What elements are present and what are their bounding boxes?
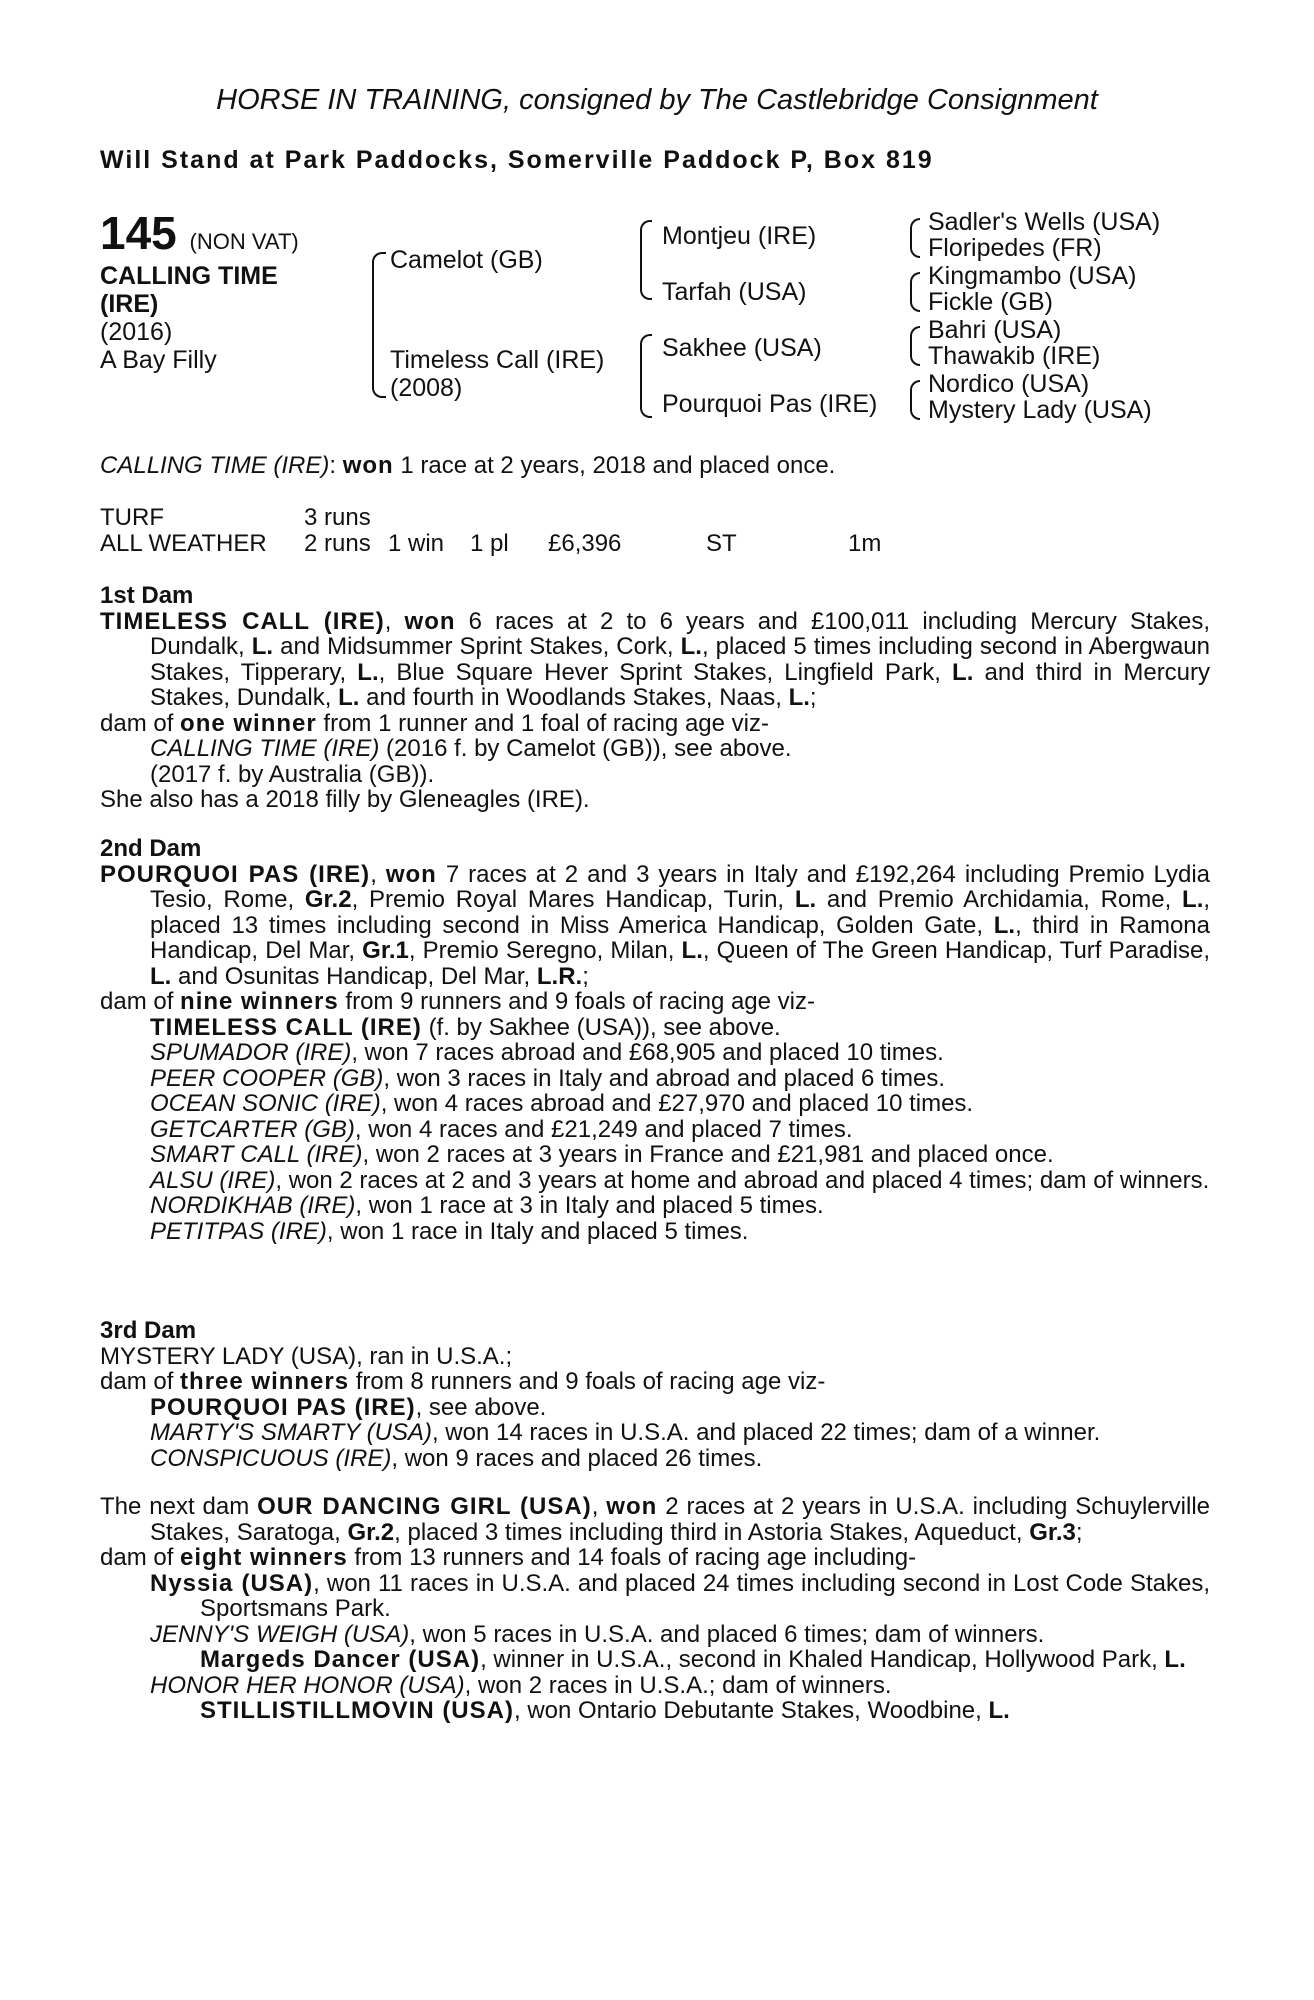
sire-line-brace — [640, 220, 652, 300]
stand-location: Will Stand at Park Paddocks, Somerville Paddock P, Box 819 — [100, 146, 934, 174]
next-dam-progeny-1: Nyssia (USA), won 11 races in U.S.A. and placed 24 times including second in Lost Code Stakes, Sportsmans Park. — [150, 1569, 1210, 1622]
race-summary: CALLING TIME (IRE): won 1 race at 2 years, 2018 and placed once. — [100, 452, 836, 479]
second-dam-progeny-3: PEER COOPER (GB), won 3 races in Italy and abroad and placed 6 times. — [150, 1064, 946, 1092]
second-dam-section — [100, 836, 1210, 1244]
pedigree-g3: Kingmambo (USA) — [928, 262, 1137, 290]
pedigree-dam-year: (2008) — [390, 374, 463, 402]
horse-description: A Bay Filly — [100, 346, 217, 374]
record-aw-runs: 2 runs — [304, 530, 371, 557]
record-turf-runs: 3 runs — [304, 504, 371, 531]
sire-dam-brace — [372, 252, 386, 398]
vat-status: (NON VAT) — [189, 229, 299, 254]
pedigree-g6: Thawakib (IRE) — [928, 342, 1101, 370]
first-dam-heading: 1st Dam — [100, 582, 194, 609]
pedigree-sire: Camelot (GB) — [390, 246, 543, 274]
first-dam-progeny-2: (2017 f. by Australia (GB)). — [150, 760, 435, 788]
next-dam-progeny-4: HONOR HER HONOR (USA), won 2 races in U.S.A.; dam of winners. — [150, 1671, 892, 1699]
next-dam-progeny-2: JENNY'S WEIGH (USA), won 5 races in U.S.A. and placed 6 times; dam of winners. — [150, 1620, 1045, 1648]
third-dam-progeny-1: POURQUOI PAS (IRE), see above. — [150, 1393, 547, 1421]
second-dam-progeny-8: NORDIKHAB (IRE), won 1 race at 3 in Italy and placed 5 times. — [150, 1192, 824, 1219]
pedigree-sire-sire: Montjeu (IRE) — [662, 222, 817, 250]
g-brace-1 — [910, 218, 920, 258]
record-aw-placed: 1 pl — [470, 530, 509, 557]
record-turf-label: TURF — [100, 504, 164, 531]
next-dam-progeny-3: Margeds Dancer (USA), winner in U.S.A., second in Khaled Handicap, Hollywood Park, L. — [200, 1646, 1186, 1673]
horse-name: CALLING TIME (IRE) — [100, 262, 278, 318]
record-aw-label: ALL WEATHER — [100, 530, 267, 557]
first-dam-also: She also has a 2018 filly by Gleneagles (IRE). — [100, 786, 590, 813]
second-dam-progeny-4: OCEAN SONIC (IRE), won 4 races abroad and £27,970 and placed 10 times. — [150, 1090, 974, 1117]
record-aw-wins: 1 win — [388, 530, 445, 557]
pedigree-g7: Nordico (USA) — [928, 370, 1090, 398]
pedigree-sire-dam: Tarfah (USA) — [662, 278, 807, 306]
pedigree-g2: Floripedes (FR) — [928, 234, 1102, 262]
g-brace-3 — [910, 326, 920, 366]
third-dam-progeny-2: MARTY'S SMARTY (USA), won 14 races in U.S.A. and placed 22 times; dam of a winner. — [150, 1419, 1101, 1446]
second-dam-record: POURQUOI PAS (IRE), won 7 races at 2 and 3 years in Italy and £192,264 including Premio Lydia Tesio, Rome, Gr.2, Premio Royal Mares Handicap, Turin, L. and Premio Archidamia, Rome, L., placed 13 times including second in Miss America Handicap, Golden Gate, L., third in Ramona Handicap, Del Mar, Gr.1, Premio Seregno, Milan, L., Queen of The Green Handicap, Turf Paradise, L. and Osunitas Handicap, Del Mar, L.R.; — [100, 860, 1211, 990]
record-aw-going: ST — [706, 530, 737, 557]
pedigree-g1: Sadler's Wells (USA) — [928, 208, 1161, 236]
second-dam-produce: dam of nine winners from 9 runners and 9 foals of racing age viz- — [100, 988, 815, 1015]
second-dam-progeny-9: PETITPAS (IRE), won 1 race in Italy and placed 5 times. — [150, 1217, 749, 1245]
pedigree-g4: Fickle (GB) — [928, 288, 1053, 316]
next-dam-section — [100, 1494, 1210, 1724]
third-dam-progeny-3: CONSPICUOUS (IRE), won 9 races and placed 26 times. — [150, 1444, 763, 1472]
record-aw-prize: £6,396 — [548, 530, 622, 557]
first-dam-progeny-1: CALLING TIME (IRE) (2016 f. by Camelot (GB)), see above. — [150, 735, 792, 762]
second-dam-heading: 2nd Dam — [100, 835, 202, 862]
next-dam-progeny-5: STILLISTILLMOVIN (USA), won Ontario Debutante Stakes, Woodbine, L. — [200, 1697, 1010, 1724]
pedigree-g5: Bahri (USA) — [928, 316, 1062, 344]
second-dam-progeny-7: ALSU (IRE), won 2 races at 2 and 3 years at home and abroad and placed 4 times; dam of winners. — [150, 1166, 1210, 1194]
second-dam-progeny-6: SMART CALL (IRE), won 2 races at 3 years in France and £21,981 and placed once. — [150, 1141, 1054, 1168]
g-brace-2 — [910, 272, 920, 312]
next-dam-record: The next dam OUR DANCING GIRL (USA), won 2 races at 2 years in U.S.A. including Schuylerville Stakes, Saratoga, Gr.2, placed 3 times including third in Astoria Stakes, Aqueduct, Gr.3; — [100, 1493, 1210, 1546]
pedigree-dam-sire: Sakhee (USA) — [662, 334, 822, 362]
page-title: HORSE IN TRAINING, consigned by The Castlebridge Consignment — [216, 84, 1098, 116]
g-brace-4 — [910, 380, 920, 420]
lot-number: 145 — [100, 207, 177, 259]
first-dam-section — [100, 583, 1210, 813]
third-dam-section — [100, 1318, 1210, 1471]
pedigree-dam-dam: Pourquoi Pas (IRE) — [662, 390, 878, 418]
third-dam-record: MYSTERY LADY (USA), ran in U.S.A.; — [100, 1342, 513, 1370]
third-dam-heading: 3rd Dam — [100, 1317, 197, 1344]
dam-line-brace — [640, 334, 652, 418]
horse-year: (2016) — [100, 318, 173, 346]
lot-number-block — [100, 206, 299, 260]
record-aw-distance: 1m — [848, 530, 882, 557]
next-dam-produce: dam of eight winners from 13 runners and 14 foals of racing age including- — [100, 1544, 917, 1571]
first-dam-record: TIMELESS CALL (IRE), won 6 races at 2 to 6 years and £100,011 including Mercury Stakes, Dundalk, L. and Midsummer Sprint Stakes, Cork, L., placed 5 times including second in Abergwaun Stakes, Tipperary, L., Blue Square Hever Sprint Stakes, Lingfield Park, L. and third in Mercury Stakes, Dundalk, L. and fourth in Woodlands Stakes, Naas, L.; — [100, 607, 1211, 711]
second-dam-progeny-1: TIMELESS CALL (IRE) (f. by Sakhee (USA)), see above. — [150, 1013, 781, 1041]
pedigree-g8: Mystery Lady (USA) — [928, 396, 1152, 424]
third-dam-produce: dam of three winners from 8 runners and 9 foals of racing age viz- — [100, 1368, 826, 1395]
pedigree-dam: Timeless Call (IRE) — [390, 346, 605, 374]
second-dam-progeny-2: SPUMADOR (IRE), won 7 races abroad and £68,905 and placed 10 times. — [150, 1039, 944, 1066]
first-dam-produce: dam of one winner from 1 runner and 1 foal of racing age viz- — [100, 709, 769, 737]
second-dam-progeny-5: GETCARTER (GB), won 4 races and £21,249 and placed 7 times. — [150, 1115, 853, 1143]
